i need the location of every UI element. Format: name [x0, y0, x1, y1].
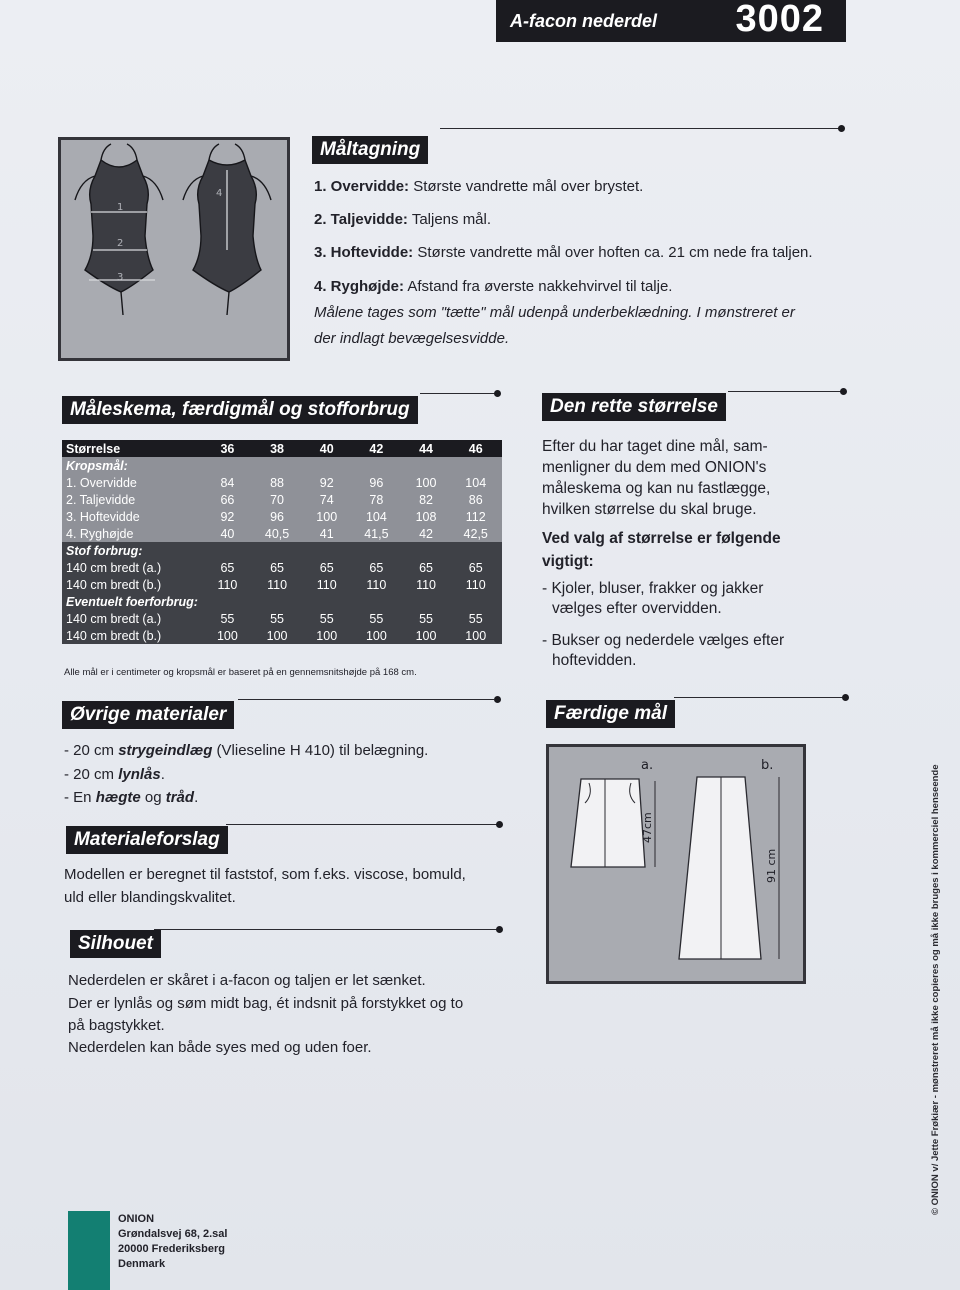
table-cell: 88 [270, 475, 285, 490]
right-size-bullet-1b: vælges efter overvidden. [552, 600, 722, 617]
table-cell: 96 [369, 475, 384, 490]
size-header: 38 [270, 441, 285, 456]
measure-item-2-label: 2. Taljevidde: [314, 211, 408, 228]
table-cell: 70 [270, 492, 285, 507]
table-cell: 55 [468, 611, 483, 626]
table-cell: 55 [369, 611, 384, 626]
material-text: . [194, 789, 199, 806]
table-cell: 65 [270, 560, 285, 575]
table-row [62, 525, 502, 542]
table-cell: 65 [468, 560, 483, 575]
silhouette-line-1: Nederdelen er skåret i a-facon og taljen er let sænket. [68, 972, 426, 989]
table-cell: 66 [220, 492, 235, 507]
right-size-bold-2: vigtigt: [542, 553, 594, 570]
size-header: 46 [468, 441, 483, 456]
size-chart-header-row [62, 440, 502, 457]
footer-address [118, 1212, 227, 1272]
finished-rule [674, 697, 844, 698]
table-cell: 78 [369, 492, 384, 507]
table-cell: 100 [465, 628, 487, 643]
footer-accent-bar [68, 1211, 110, 1290]
measure-item-4-label: 4. Ryghøjde: [314, 278, 405, 295]
measurement-note-1: Målene tages som "tætte" mål udenpå underbeklædning. I mønstreret er [314, 304, 795, 321]
body-label-4: 4 [216, 188, 223, 199]
body-figure-drawing [61, 140, 287, 358]
table-cell: 86 [468, 492, 483, 507]
table-row [62, 576, 502, 593]
row-label: 3. Hoftevidde [66, 509, 140, 524]
measure-item-1-label: 1. Overvidde: [314, 178, 410, 195]
materials-rule-dot [494, 696, 501, 703]
material-bold: lynlås [118, 766, 161, 783]
table-row [62, 627, 502, 644]
suggestion-line-2: uld eller blandingskvalitet. [64, 889, 236, 906]
right-size-bold-1: Ved valg af størrelse er følgende [542, 530, 781, 547]
silhouette-line-4: Nederdelen kan både syes med og uden foer. [68, 1039, 372, 1056]
table-cell: 92 [220, 509, 235, 524]
table-cell: 65 [419, 560, 433, 575]
table-cell: 100 [316, 628, 338, 643]
finished-rule-dot [842, 694, 849, 701]
suggestion-heading: Materialeforslag [66, 826, 228, 854]
table-cell: 108 [415, 509, 437, 524]
row-label: 140 cm bredt (b.) [66, 577, 162, 592]
right-size-bullet-2b: hoftevidden. [552, 652, 637, 669]
table-cell: 82 [419, 492, 433, 507]
material-bold: hægte [95, 789, 141, 806]
table-cell: 110 [416, 577, 436, 592]
table-cell: 42 [419, 526, 433, 541]
material-text: - En [64, 789, 96, 806]
table-cell: 40 [220, 526, 235, 541]
finished-measurements-figure [546, 744, 806, 984]
footer-line: ONION [118, 1213, 155, 1225]
right-size-line: menligner du dem med ONION's [542, 459, 767, 476]
table-cell: 110 [316, 577, 337, 592]
right-size-text [542, 436, 847, 520]
material-bold: strygeindlæg [118, 742, 213, 759]
measure-item-2 [314, 209, 854, 231]
row-label: 4. Ryghøjde [66, 526, 134, 541]
material-item-1 [64, 740, 504, 762]
table-cell: 55 [319, 611, 334, 626]
table-cell: 65 [220, 560, 235, 575]
silhouette-rule-dot [496, 926, 503, 933]
right-size-line: Efter du har taget dine mål, sam- [542, 438, 768, 455]
size-header-label: Størrelse [66, 441, 121, 456]
body-group-label: Kropsmål: [66, 458, 128, 473]
size-header: 40 [319, 441, 334, 456]
table-cell: 100 [365, 628, 387, 643]
table-cell: 65 [369, 560, 384, 575]
table-cell: 100 [415, 628, 437, 643]
suggestion-rule-dot [496, 821, 503, 828]
skirt-b-length: 91 cm [765, 848, 778, 883]
table-cell: 96 [270, 509, 285, 524]
size-chart-rule [420, 393, 496, 394]
suggestion-line-1: Modellen er beregnet til faststof, som f.eks. viscose, bomuld, [64, 866, 466, 883]
size-header: 42 [369, 441, 384, 456]
measure-item-3-label: 3. Hoftevidde: [314, 244, 414, 261]
copyright-notice: © ONION v/ Jette Frøkiær - mønstreret må ikke copieres og må ikke bruges i kommerciel henseende [930, 764, 941, 1215]
measurement-note-2: der indlagt bevægelsesvidde. [314, 330, 510, 347]
skirt-drawings [549, 747, 803, 981]
table-cell: 41 [319, 526, 334, 541]
material-text: - 20 cm [64, 766, 119, 783]
table-cell: 100 [216, 628, 238, 643]
table-cell: 112 [465, 509, 486, 524]
silhouette-line-2: Der er lynlås og søm midt bag, ét indsnit på forstykket og to [68, 995, 464, 1012]
measure-item-1-text: Største vandrette mål over brystet. [413, 178, 644, 195]
table-cell: 55 [220, 611, 235, 626]
table-cell: 110 [366, 577, 387, 592]
material-text: (Vlieseline H 410) til belægning. [212, 742, 429, 759]
material-text: . [160, 766, 165, 783]
body-measurement-figure [58, 137, 290, 361]
table-cell: 110 [267, 577, 288, 592]
table-cell: 104 [365, 509, 387, 524]
measure-item-2-text: Taljens mål. [411, 211, 492, 228]
right-size-rule-dot [840, 388, 847, 395]
table-cell: 104 [465, 475, 487, 490]
table-cell: 110 [217, 577, 238, 592]
measure-item-3 [314, 242, 874, 264]
skirt-a-length: 47cm [641, 812, 654, 843]
material-text: - 20 cm [64, 742, 119, 759]
measure-item-4 [314, 276, 854, 298]
footer-line: Grøndalsvej 68, 2.sal [118, 1228, 228, 1240]
material-bold: tråd [165, 789, 195, 806]
materials-rule [238, 699, 494, 700]
body-label-3: 3 [117, 272, 124, 283]
table-row [62, 508, 502, 525]
size-header: 36 [220, 441, 235, 456]
table-cell: 100 [266, 628, 288, 643]
fabric-group-label: Stof forbrug: [66, 543, 143, 558]
silhouette-rule [154, 929, 498, 930]
size-chart-rule-dot [494, 390, 501, 397]
right-size-line: måleskema og kan nu fastlægge, [542, 480, 771, 497]
row-label: 140 cm bredt (a.) [66, 560, 162, 575]
table-cell: 110 [465, 577, 486, 592]
right-size-bullet-2a: - Bukser og nederdele vælges efter [542, 632, 785, 649]
right-size-line: hvilken størrelse du skal bruge. [542, 501, 757, 518]
table-cell: 100 [316, 509, 338, 524]
row-label: 140 cm bredt (a.) [66, 611, 162, 626]
table-cell: 100 [415, 475, 437, 490]
row-label: 140 cm bredt (b.) [66, 628, 162, 643]
table-cell: 65 [319, 560, 334, 575]
footer-line: Denmark [118, 1258, 166, 1270]
material-item-3 [64, 787, 504, 809]
footer-line: 20000 Frederiksberg [118, 1243, 226, 1255]
right-size-heading: Den rette størrelse [542, 393, 726, 421]
measurement-rule-dot [838, 125, 845, 132]
table-row [62, 610, 502, 627]
table-cell: 55 [419, 611, 433, 626]
body-label-2: 2 [117, 238, 124, 249]
body-label-1: 1 [117, 202, 124, 213]
size-chart-footnote: Alle mål er i centimeter og kropsmål er baseret på en gennemsnitshøjde på 168 cm. [64, 667, 417, 678]
material-item-2 [64, 764, 504, 786]
material-text: og [140, 789, 166, 806]
size-chart-heading: Måleskema, færdigmål og stofforbrug [62, 396, 418, 424]
right-size-bullet-1a: - Kjoler, bluser, frakker og jakker [542, 580, 764, 597]
measurement-rule [440, 128, 840, 129]
pattern-title: A-facon nederdel [510, 11, 658, 31]
table-cell: 84 [220, 475, 235, 490]
suggestion-rule [226, 824, 498, 825]
finished-heading: Færdige mål [546, 700, 675, 728]
table-cell: 92 [319, 475, 334, 490]
table-row [62, 559, 502, 576]
table-cell: 42,5 [463, 526, 488, 541]
table-cell: 74 [319, 492, 334, 507]
measurement-heading: Måltagning [312, 136, 428, 164]
skirt-a-label: a. [641, 758, 654, 773]
row-label: 1. Overvidde [66, 475, 137, 490]
table-cell: 55 [270, 611, 285, 626]
pattern-number: 3002 [735, 0, 824, 40]
measure-item-1 [314, 176, 854, 198]
size-header: 44 [419, 441, 433, 456]
lining-group-label: Eventuelt foerforbrug: [66, 594, 198, 609]
silhouette-heading: Silhouet [70, 930, 161, 958]
header-bar [496, 0, 846, 42]
table-row [62, 491, 502, 508]
silhouette-line-3: på bagstykket. [68, 1017, 165, 1034]
table-cell: 41,5 [364, 526, 389, 541]
materials-heading: Øvrige materialer [62, 701, 234, 729]
table-cell: 40,5 [264, 526, 290, 541]
row-label: 2. Taljevidde [66, 492, 136, 507]
measure-item-3-text: Største vandrette mål over hoften ca. 21 cm nede fra taljen. [417, 244, 813, 261]
right-size-rule [728, 391, 842, 392]
measure-item-4-text: Afstand fra øverste nakkehvirvel til talje. [407, 278, 673, 295]
size-chart-table [62, 440, 502, 644]
skirt-b-label: b. [761, 758, 774, 773]
table-row [62, 474, 502, 491]
